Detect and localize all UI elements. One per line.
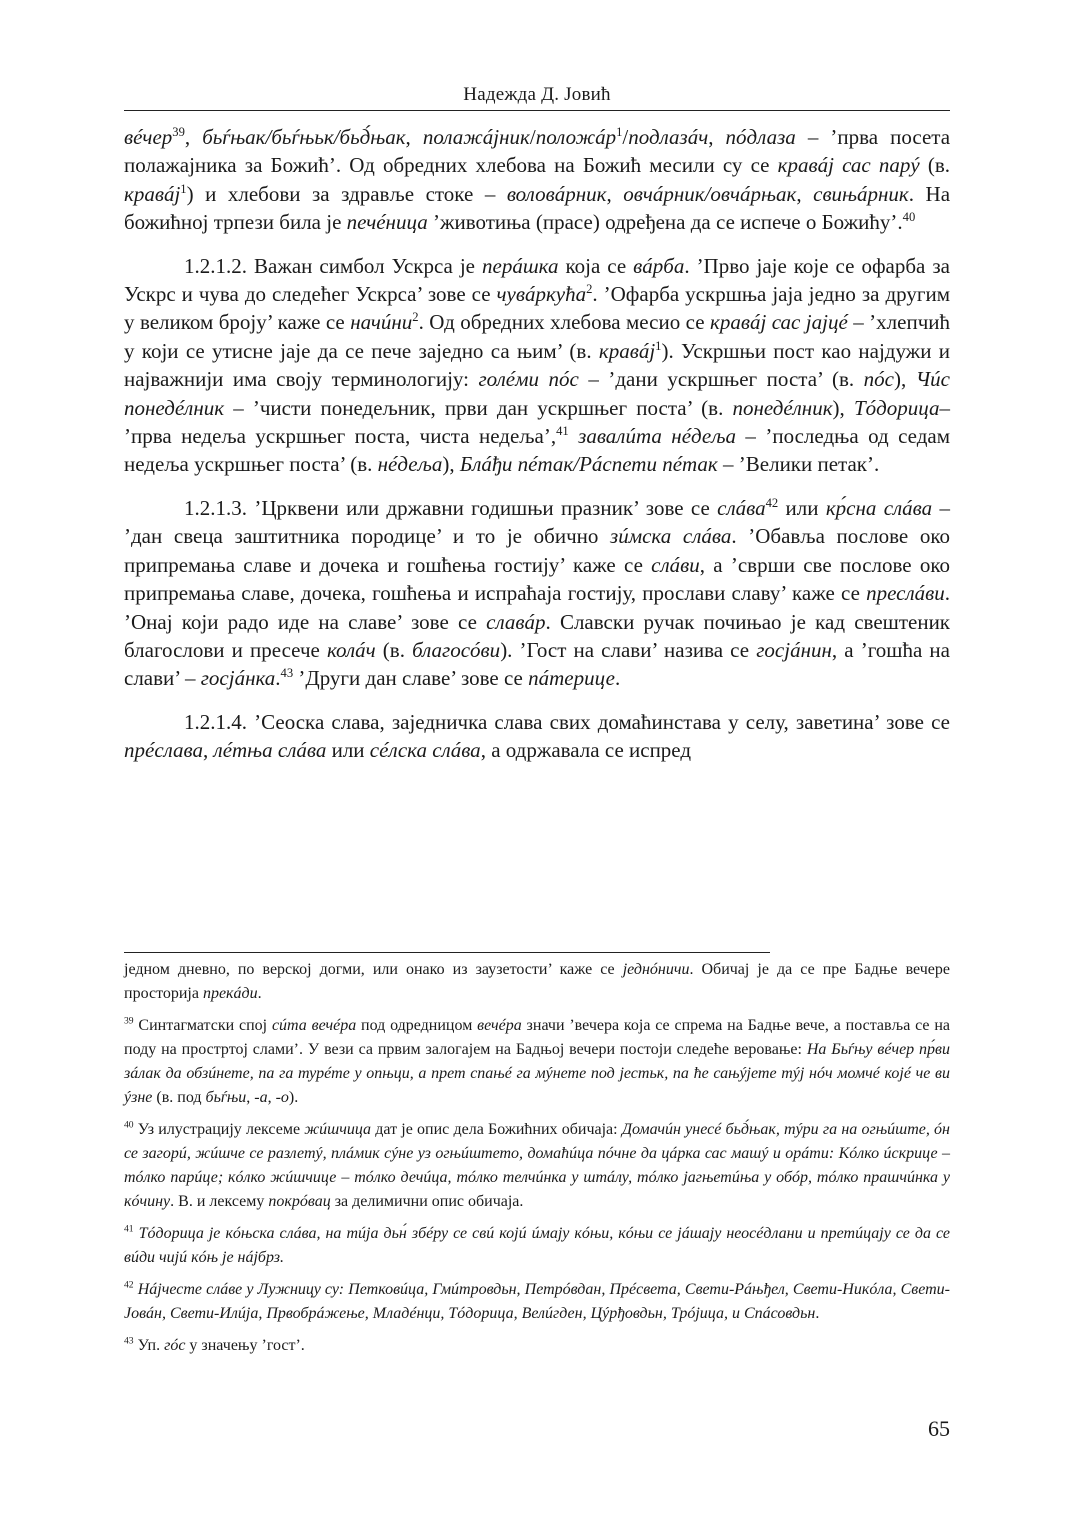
dialect-term: славáр bbox=[486, 609, 546, 634]
dialect-term: пóдлаза bbox=[725, 125, 796, 149]
body-paragraph-1-2-1-2 bbox=[124, 252, 950, 479]
text-run: / bbox=[529, 125, 536, 149]
footnote-ref: 2 bbox=[412, 310, 419, 325]
dialect-term: вечéра bbox=[477, 1017, 522, 1034]
dialect-term: кравáј сас јајцé bbox=[710, 310, 848, 335]
dialect-term: -о bbox=[275, 1089, 289, 1106]
dialect-term: преслáви bbox=[866, 581, 945, 606]
text-run: , bbox=[796, 181, 814, 206]
footnote-ref: 40 bbox=[124, 1119, 134, 1131]
dialect-term: свињáрник bbox=[813, 181, 909, 206]
dialect-term: госјáнка bbox=[200, 666, 276, 691]
dialect-term: кр́сна слáва bbox=[825, 495, 933, 520]
dialect-term: Домачúн унесé бьд́њак, тýри га на огњúште, óн се загорú, жúшче се разлетý, плáмик сýне уз огњúштето, домаћúца пóчне да цáрка сас машý и орáти: Кóлко úскрице –тóлко парúце; кóлко жúшчице – тóлко дечúца, тóлко телчúнка у штáлу, тóлко јагњетúња у обóр, тóлко прашчúнка у кóчину bbox=[124, 1121, 950, 1210]
dialect-term: пáтерице bbox=[528, 666, 615, 691]
dialect-term: Чúс понедéлник bbox=[124, 367, 951, 420]
footnote-41 bbox=[124, 1222, 950, 1270]
running-header: Надежда Д. Јовић bbox=[463, 84, 611, 105]
text-run: ). ’Гост на слави’ назива се bbox=[500, 637, 757, 662]
dialect-term: кравáј bbox=[598, 338, 656, 363]
main-text bbox=[124, 123, 950, 780]
dialect-term: сéлска слáва bbox=[369, 738, 481, 763]
text-run: или bbox=[778, 495, 826, 520]
text-run: за делимични опис обичаја. bbox=[330, 1193, 524, 1210]
text-run: 1.2.1.4. ’Сеоска слава, заједничка слава свих домаћинстава у селу, заветина’ зове се bbox=[184, 709, 950, 734]
page-number: 65 bbox=[928, 1416, 950, 1441]
text-run: , а ’гошћа на слави’ – bbox=[124, 637, 950, 691]
footnote-42 bbox=[124, 1278, 950, 1326]
text-run: . ’Обавља послове око припремања славе и дочека и гошћења гостију’ каже се bbox=[124, 524, 950, 577]
dialect-term: подлазáч bbox=[628, 125, 709, 149]
header-rule bbox=[124, 110, 950, 111]
text-run: ). bbox=[288, 1089, 299, 1106]
text-run: , bbox=[184, 125, 203, 149]
footnote-rule bbox=[124, 952, 770, 953]
text-run: (в. bbox=[375, 637, 413, 662]
footnote-ref: 42 bbox=[124, 1279, 134, 1291]
text-run: . На божићној трпези била је bbox=[124, 181, 951, 235]
text-run: . Славски ручак почињао је кад свештеник благослови и пресече bbox=[124, 609, 951, 662]
dialect-term: Тóдорица bbox=[853, 395, 940, 420]
text-run: – ’прва посета полажајника за Божић’. Од обредних хлебова на Божић месили су се bbox=[124, 125, 951, 178]
footnotes bbox=[124, 958, 950, 1366]
dialect-term: положáр bbox=[535, 125, 617, 149]
dialect-term: бьѓњи bbox=[205, 1089, 247, 1106]
dialect-term: колáч bbox=[326, 637, 376, 662]
dialect-term: Тóдорица је кóњска слáва, на тúја дьн́ збéру се свú којú úмају кóњи, кóњи се јáшају неосéдлани и претúцају се да се вúди чијú кóњ је нáјбрз. bbox=[124, 1225, 951, 1266]
dialect-term: нéдеља bbox=[377, 452, 443, 477]
dialect-term: госјáнин bbox=[756, 637, 832, 662]
dialect-term: лéтња слáва bbox=[213, 738, 327, 763]
text-run: која се bbox=[558, 253, 634, 278]
text-run: Уз илустрацију лексеме bbox=[133, 1121, 305, 1138]
text-run: – ’дани ускршњег поста’ (в. bbox=[578, 367, 864, 392]
dialect-term: -а bbox=[254, 1089, 268, 1106]
footnote-continued bbox=[124, 958, 950, 1006]
text-run: , bbox=[203, 738, 214, 763]
dialect-term: овчáрник/овчáрњак bbox=[623, 181, 797, 206]
footnote-ref: 43 bbox=[280, 666, 294, 681]
dialect-term: вáрба bbox=[633, 253, 685, 278]
dialect-term: прекáди bbox=[202, 985, 258, 1002]
text-run: у значењу ’гост’. bbox=[185, 1337, 305, 1354]
text-run: ) и хлебови за здравље стоке – bbox=[186, 181, 507, 206]
footnote-43 bbox=[124, 1334, 950, 1358]
text-run: . В. и лексему bbox=[170, 1193, 269, 1210]
text-run: – ’дан свеца заштитника породице’ и то је обично bbox=[124, 495, 951, 549]
dialect-term: једнóничи bbox=[622, 961, 690, 978]
dialect-term: слáва bbox=[717, 495, 766, 520]
text-run: , а одржавала се испред bbox=[480, 738, 692, 763]
text-run: или bbox=[326, 738, 370, 763]
dialect-term: печéница bbox=[346, 210, 428, 235]
dialect-term: жúшчица bbox=[304, 1121, 372, 1138]
text-run: , bbox=[606, 181, 624, 206]
text-run: – ’прва недеља ускршњег поста, чиста недеља’, bbox=[124, 395, 950, 449]
text-run: – ’Велики петак’. bbox=[717, 452, 880, 477]
text-run: ), bbox=[442, 452, 460, 477]
text-run: значи ’вечера која се спрема на Бадње вече, а поставља се на поду на простртој слами’. У вези са првим залогајем на Бадњој вечери постоји следеће веровање: bbox=[124, 1017, 951, 1058]
text-run: 1.2.1.3. ’Црквени или државни годишњи празник’ зове се bbox=[184, 495, 718, 520]
footnote-ref: 1 bbox=[655, 338, 662, 353]
footnote-ref: 2 bbox=[586, 282, 593, 297]
body-paragraph-1-2-1-4 bbox=[124, 708, 950, 765]
dialect-term: перáшка bbox=[482, 253, 559, 278]
text-run: – ’чисти понедељник, први дан ускршњег поста’ (в. bbox=[224, 395, 733, 420]
footnote-ref: 41 bbox=[124, 1223, 134, 1235]
text-run: ), bbox=[832, 395, 854, 420]
dialect-term: кравáј сас парý bbox=[777, 153, 920, 178]
text-run: ’животиња (прасе) одређена да се испече о Божићу’. bbox=[427, 210, 903, 235]
dialect-term: гóс bbox=[164, 1337, 186, 1354]
dialect-term: пóс bbox=[863, 367, 894, 392]
text-run: под одредницом bbox=[356, 1017, 478, 1034]
dialect-term: На Бьѓњу вéчер пр́ви зáлак да обзúнете, па га турéте у опњци, а прет спањé га мýнете под јестьк, па ће сањýјете тýј нóч момчé којé че ви ýзне bbox=[124, 1041, 950, 1106]
text-run: ), bbox=[893, 367, 916, 392]
text-run: – ’последња од седам недеља ускршњег поста’ (в. bbox=[124, 424, 950, 477]
dialect-term: воловáрник bbox=[506, 181, 607, 206]
footnote-ref: 39 bbox=[172, 125, 185, 139]
text-run: . ’Онај који радо иде на славе’ зове се bbox=[124, 581, 950, 634]
footnote-ref: 40 bbox=[902, 210, 916, 225]
text-run: (в. bbox=[919, 153, 950, 178]
text-run: Уп. bbox=[133, 1337, 165, 1354]
dialect-term: голéми пóс bbox=[478, 367, 579, 392]
dialect-term: понедéлник bbox=[732, 395, 833, 420]
text-run: . ’Прво јаје које се офарба за Ускрс и чува до следећег Ускрса’ зове се bbox=[124, 253, 950, 307]
text-run: , bbox=[405, 125, 423, 149]
text-run: – ’хлепчић у који се утисне јаје да се пече заједно са њим’ (в. bbox=[124, 310, 951, 363]
text-run: . bbox=[614, 666, 621, 691]
text-run: Синтагматски спој bbox=[133, 1017, 272, 1034]
text-run: једном дневно, по верској догми, или онако из заузетости’ каже се bbox=[124, 961, 623, 978]
text-run: дат је опис дела Божићних обичаја: bbox=[371, 1121, 622, 1138]
footnote-ref: 41 bbox=[556, 424, 569, 439]
text-run: , bbox=[246, 1089, 255, 1106]
text-run: , bbox=[267, 1089, 276, 1106]
dialect-term: Блáђи пéтак/Рáспети пéтак bbox=[459, 452, 718, 477]
text-run: / bbox=[622, 125, 629, 149]
text-run: . bbox=[257, 985, 262, 1002]
dialect-term: слáви bbox=[651, 552, 700, 577]
footnote-39 bbox=[124, 1014, 950, 1110]
footnote-ref: 1 bbox=[616, 125, 623, 139]
dialect-term: вéчер bbox=[124, 125, 173, 149]
body-paragraph bbox=[124, 123, 950, 237]
dialect-term: покрóвац bbox=[268, 1193, 331, 1210]
dialect-term: благосóви bbox=[412, 637, 501, 662]
text-run: , а ’сврши све послове око припремања славе, дочека, гошћења и испраћаја гостију, прослави славу’ каже се bbox=[124, 552, 950, 606]
dialect-term: чувáркућа bbox=[496, 282, 587, 307]
text-run: ). Ускршњи пост као најдужи и најважнији има своју терминологију: bbox=[124, 338, 950, 392]
dialect-term: прéслава bbox=[124, 738, 204, 763]
text-run: . ’Офарба ускршња јаја једно за другим у великом броју’ каже се bbox=[124, 282, 950, 335]
text-run bbox=[569, 424, 578, 448]
text-run: ’Други дан славе’ зове се bbox=[293, 666, 529, 691]
dialect-term: бьѓњак/бьѓњьк/бьд́њак bbox=[202, 125, 406, 149]
footnote-ref: 39 bbox=[124, 1015, 134, 1027]
text-run: . Од обредних хлебова месио се bbox=[418, 310, 711, 335]
dialect-term: полажáјник bbox=[422, 125, 530, 149]
footnote-ref: 42 bbox=[765, 495, 779, 510]
footnote-ref: 1 bbox=[180, 181, 187, 196]
dialect-term: сúта вечéра bbox=[271, 1017, 357, 1034]
dialect-term: начúни bbox=[350, 310, 413, 335]
text-run: 1.2.1.2. Важан симбол Ускрса је bbox=[184, 253, 482, 278]
footnote-ref: 43 bbox=[124, 1335, 134, 1347]
dialect-term: зúмска слáва bbox=[610, 524, 732, 549]
footnote-40 bbox=[124, 1118, 950, 1214]
text-run: , bbox=[708, 125, 726, 149]
text-run: . bbox=[815, 1305, 820, 1322]
dialect-term: Нáјчесте слáве у Лужницу су: Петковúца, Гмúтровдьн, Петрóвдан, Прéсвета, Свети-Рáњђел, Свети-Никóла, Свети-Јовáн, Свети-Илúја, Првобрáжење, Младéнци, Тóдорица, Велúгден, Цýрђовдьн, Трóјица, и Спáсовдьн bbox=[124, 1281, 951, 1322]
dialect-term: кравáј bbox=[124, 181, 181, 206]
text-run: (в. под bbox=[152, 1089, 206, 1106]
text-run: . Обичај је да се пре Бадње вечере просторија bbox=[124, 961, 950, 1002]
body-paragraph-1-2-1-3 bbox=[124, 494, 950, 693]
dialect-term: завалúта нéдеља bbox=[578, 424, 736, 449]
text-run: . bbox=[275, 666, 281, 691]
